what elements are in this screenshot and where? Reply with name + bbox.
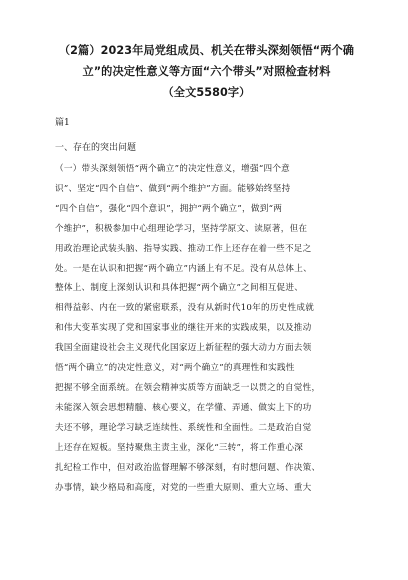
- paragraph-line: 相得益彰、内在一致的紧密联系，没有从新时代10年的历史性成就: [55, 303, 315, 314]
- paragraph-line: 我国全面建设社会主义现代化国家迈上新征程的强大动力方面去领: [55, 343, 312, 354]
- title-line: （2篇）2023年局党组成员、机关在带头深刻领悟“两个确: [58, 44, 355, 57]
- paragraph-line: 整体上、制度上深刻认识和具体把握“两个确立”之间相互促进、: [55, 283, 304, 294]
- paragraph-line: 处。一是在认识和把握“两个确立”内涵上有不足。没有从总体上、: [55, 263, 312, 274]
- paragraph-line: 用政治理论武装头脑、指导实践、推动工作上还存在着一些不足之: [55, 243, 312, 254]
- paragraph-line: 上还存在短板。坚持聚焦主责主业，深化“三转”，将工作重心深: [55, 442, 304, 453]
- paragraph-line: 个维护”，积极参加中心组理论学习，坚持学原文、读原著，但在: [55, 223, 308, 234]
- paragraph-line: 扎纪检工作中，但对政治监督理解不够深刻，有时想问题、作决策、: [55, 462, 321, 473]
- paragraph-line: （一）带头深刻领悟“两个确立”的决定性意义，增强“四个意: [55, 164, 291, 174]
- paragraph-line: 未能深入领会思想精髓、核心要义，在学懂、弄通、做实上下的功: [55, 402, 312, 413]
- body-paragraph: [55, 160, 358, 498]
- paragraph-line: 夫还不够，理论学习缺乏连续性、系统性和全面性。二是政治自觉: [55, 422, 312, 433]
- paragraph-line: 悟“两个确立”的决定性意义，对“两个确立”的真理性和实践性: [55, 363, 295, 374]
- section-label: 篇1: [55, 118, 70, 128]
- paragraph-line: 和伟大变革实现了党和国家事业的继往开来的实践成果，以及推动: [55, 323, 312, 334]
- paragraph-line: 办事情，缺少格局和高度，对党的一些重大原则、重大立场、重大: [55, 482, 312, 493]
- document-title: [55, 40, 358, 103]
- section-heading: 一、存在的突出问题: [55, 143, 137, 153]
- title-line: （全文5580字）: [162, 86, 251, 99]
- title-line: 立”的决定性意义等方面“六个带头”对照检查材料: [82, 65, 331, 78]
- paragraph-line: “四个自信”，强化“四个意识”，拥护“两个确立”，做到“两: [55, 203, 283, 214]
- paragraph-line: 识”、坚定“四个自信”、做到“两个维护”方面。能够始终坚持: [55, 183, 291, 194]
- paragraph-line: 把握不够全面系统。在领会精神实质等方面缺乏一以贯之的自觉性，: [55, 382, 321, 393]
